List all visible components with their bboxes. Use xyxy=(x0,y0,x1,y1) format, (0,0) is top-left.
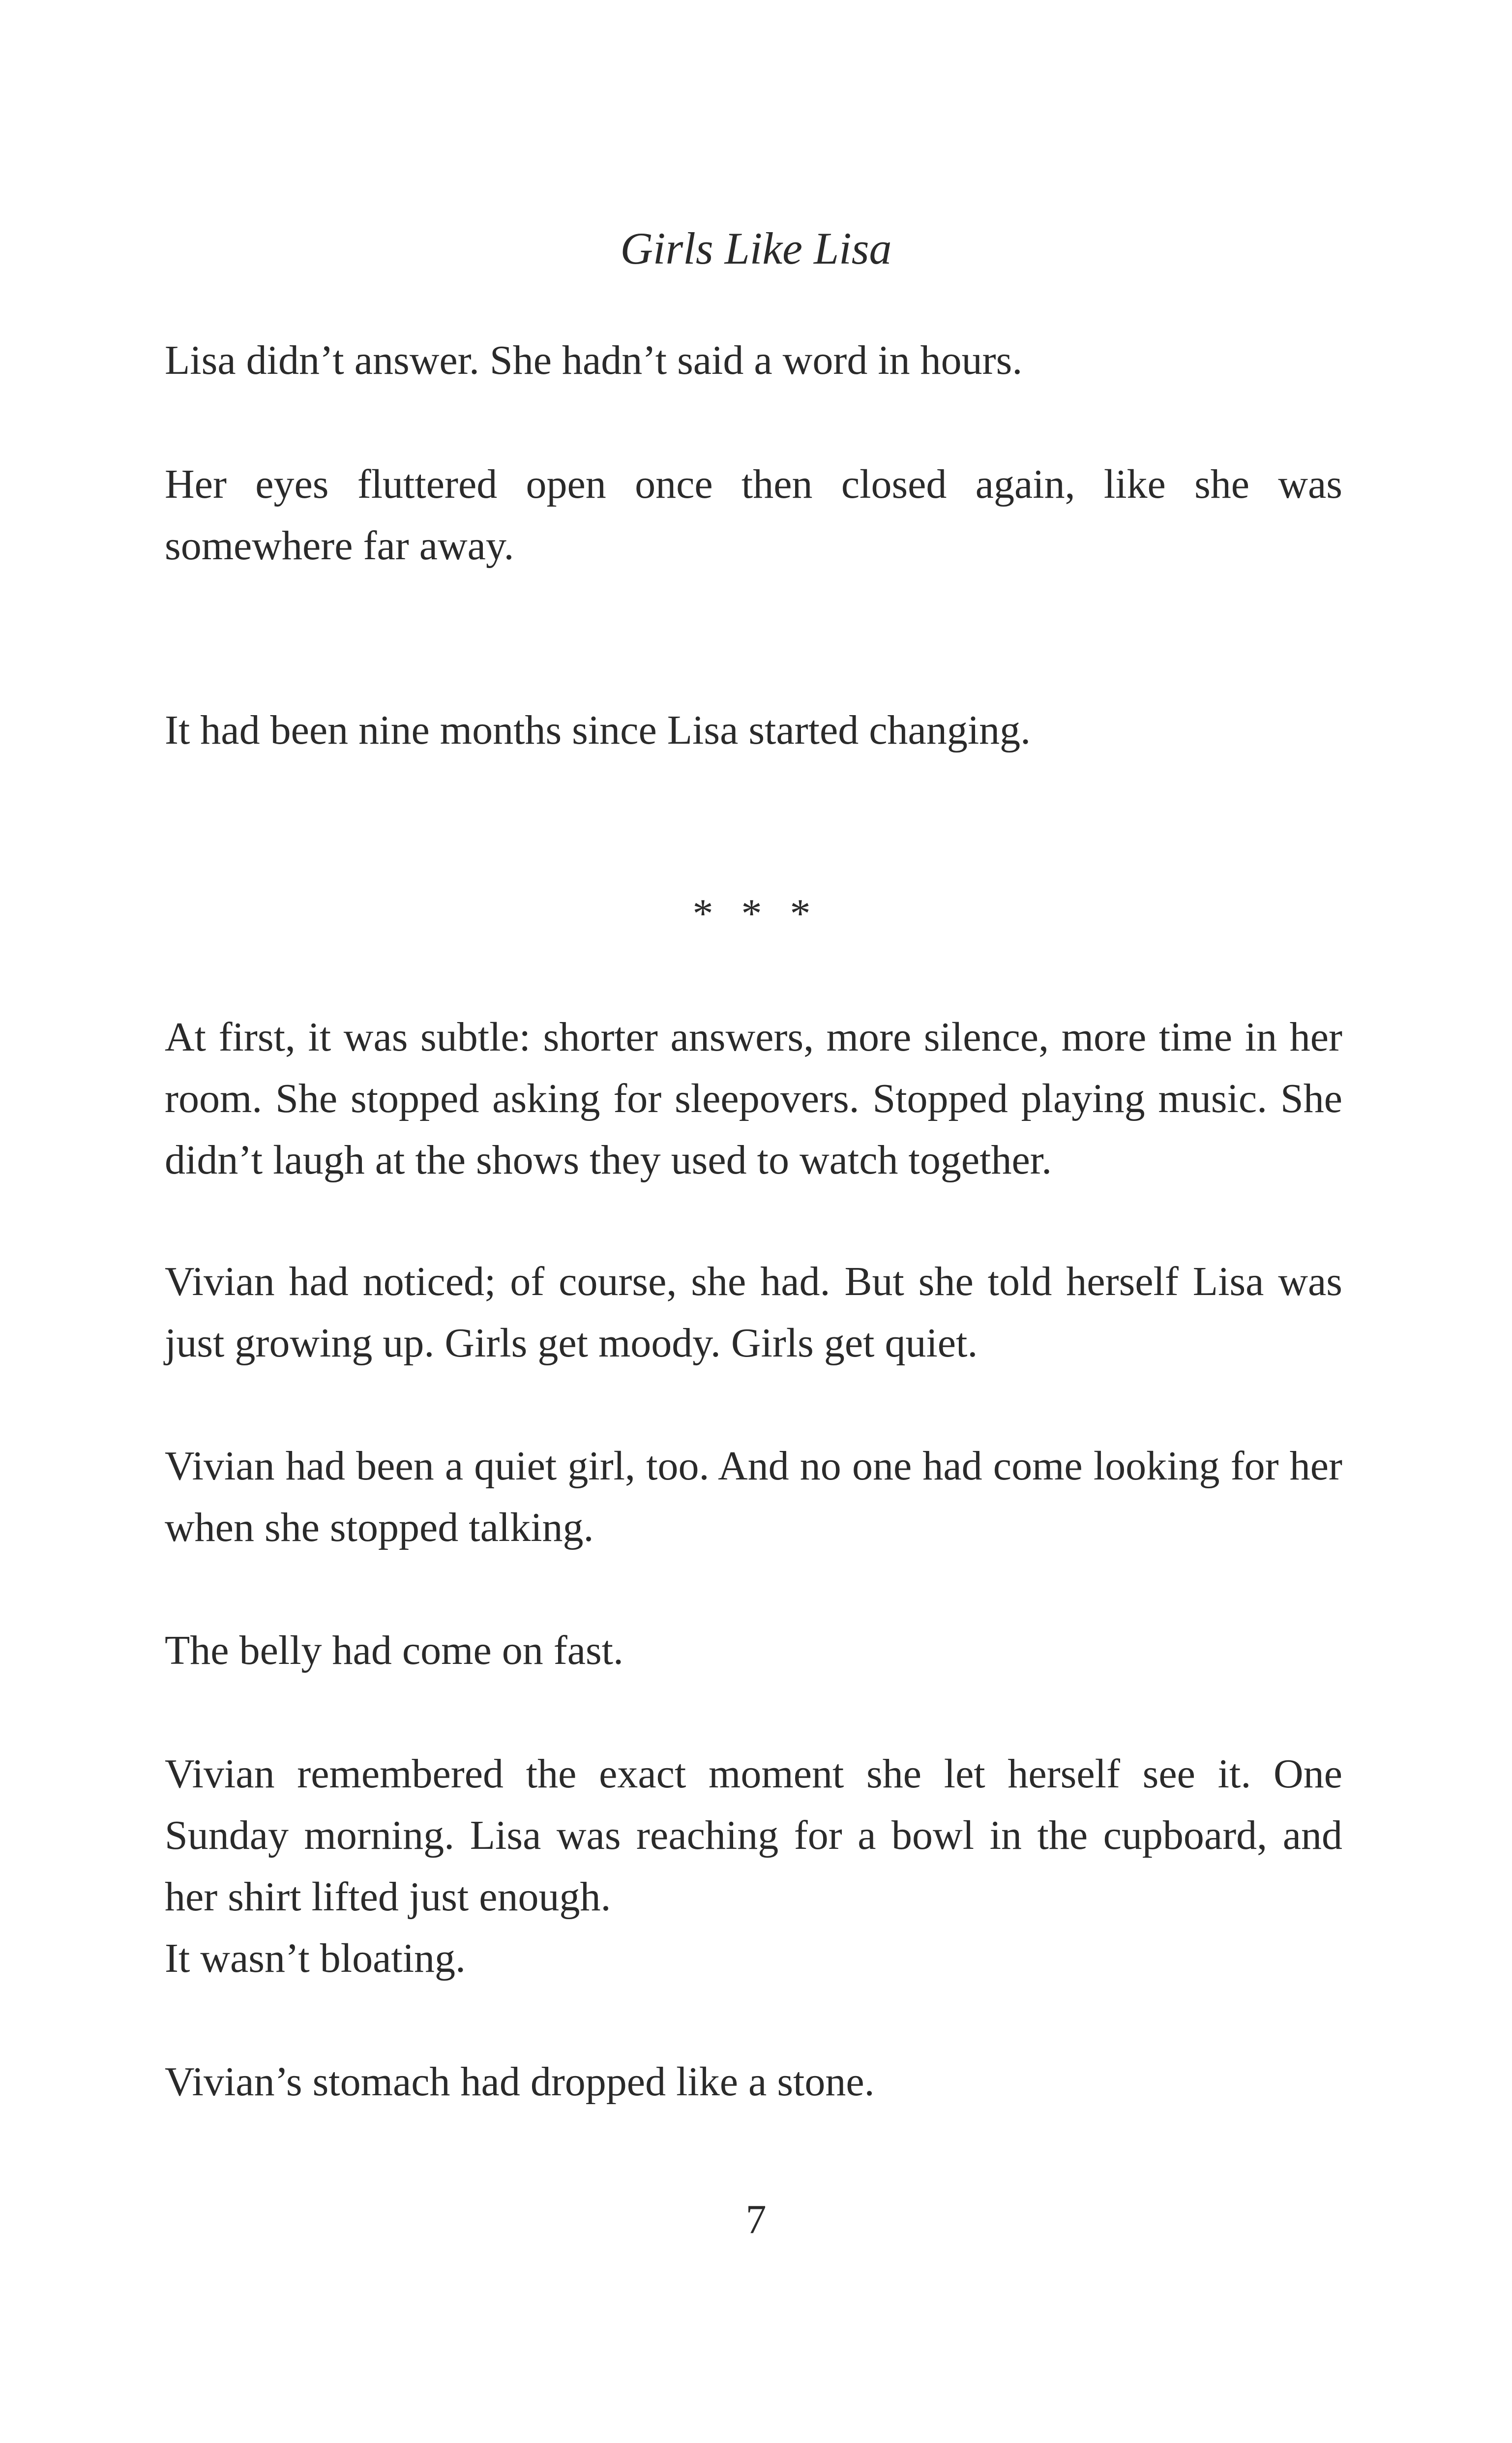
scene-break: * * * xyxy=(692,891,820,936)
paragraph: Lisa didn’t answer. She hadn’t said a word in hours. xyxy=(165,337,1023,383)
paragraph: Vivian had noticed; of course, she had. But she told herself Lisa was just growing up. Girls get moody. Girls get quiet. xyxy=(165,1259,1342,1366)
paragraph: At first, it was subtle: shorter answers, more silence, more time in her room. She stopped asking for sleepovers. Stopped playing music. She didn’t laugh at the shows they used to watch together. xyxy=(165,1014,1342,1183)
paragraph: Her eyes fluttered open once then closed again, like she was somewhere far away. xyxy=(165,461,1342,569)
paragraph: The belly had come on fast. xyxy=(165,1628,624,1673)
page-number: 7 xyxy=(745,2197,767,2242)
paragraph: Vivian’s stomach had dropped like a stone. xyxy=(165,2059,875,2105)
paragraph: It wasn’t bloating. xyxy=(165,1935,466,1981)
paragraph: It had been nine months since Lisa started changing. xyxy=(165,707,1031,753)
paragraph: Vivian remembered the exact moment she let herself see it. One Sunday morning. Lisa was reaching for a bowl in the cupboard, and her shirt lifted just enough. xyxy=(165,1751,1342,1920)
running-header: Girls Like Lisa xyxy=(620,223,892,273)
paragraph: Vivian had been a quiet girl, too. And no one had come looking for her when she stopped talking. xyxy=(165,1443,1342,1550)
